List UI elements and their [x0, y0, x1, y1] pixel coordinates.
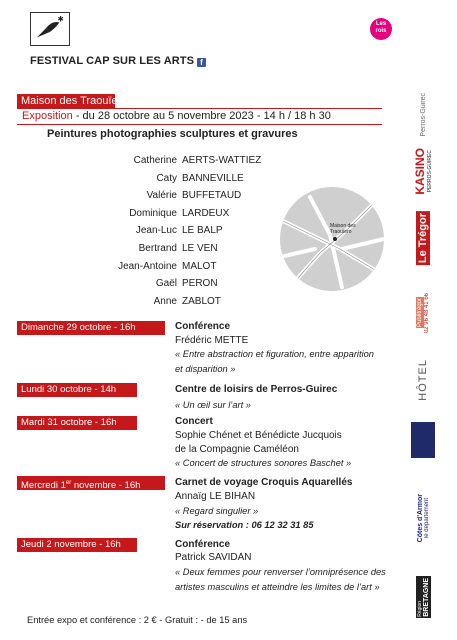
- location-map[interactable]: [280, 187, 384, 291]
- artist-last-name: PERON: [182, 278, 218, 290]
- event-person: Patrick SAVIDAN: [175, 552, 252, 563]
- roi-badge-logo: Les rois: [370, 18, 392, 40]
- event-title: Centre de loisirs de Perros-Guirec: [175, 384, 338, 395]
- map-marker-icon: [333, 237, 337, 241]
- divider-top: [17, 108, 382, 109]
- artist-first-name: Jean-Antoine: [118, 260, 177, 272]
- festival-logo: [30, 12, 70, 46]
- sponsor-column: [403, 0, 443, 640]
- artist-row: [100, 240, 261, 258]
- sponsor-kasino: KASINO PERROS-GUIREC: [413, 147, 433, 195]
- artist-row: [100, 258, 261, 276]
- svg-text:✱: ✱: [57, 14, 64, 24]
- event-title: Conférence: [175, 321, 231, 332]
- sponsor-perros-guirec: Perros-Guirec: [419, 93, 427, 137]
- artist-first-name: Bertrand: [138, 242, 177, 254]
- event-title: Concert: [175, 416, 213, 427]
- event-person: Frédéric METTE: [175, 335, 249, 346]
- artist-row: [100, 293, 261, 311]
- exhibition-dates: [22, 110, 331, 122]
- event-date-bar: Jeudi 2 novembre - 16h: [17, 538, 137, 552]
- artist-first-name: Anne: [153, 295, 177, 307]
- event-person: Sophie Chénet et Bénédicte Jucquois: [175, 430, 342, 441]
- sponsor-publitregor: Publitrégor 02 96 48 41 66: [417, 292, 430, 334]
- artist-first-name: Dominique: [129, 207, 177, 219]
- event-date-bar: Mardi 31 octobre - 16h: [17, 416, 137, 430]
- artist-row: [100, 187, 261, 205]
- event-quote: « Entre abstraction et figuration, entre apparition: [175, 349, 374, 359]
- artist-first-name: Gaël: [155, 278, 177, 290]
- exhibition-date-range: - du 28 octobre au 5 novembre 2023 - 14 h / 18 h 30: [72, 110, 331, 122]
- artist-first-name: Caty: [156, 172, 177, 184]
- event-date-bar: Lundi 30 octobre - 14h: [17, 383, 137, 397]
- artist-first-name: Valérie: [146, 190, 177, 202]
- event-date-bar: Dimanche 29 octobre - 16h: [17, 321, 165, 335]
- event-quote: et disparition »: [175, 364, 236, 374]
- event-quote: « Un œil sur l’art »: [175, 400, 251, 410]
- sponsor-website: [403, 420, 443, 460]
- sponsor-region-bretagne: Région BRETAGNE: [416, 577, 430, 617]
- event-quote: artistes masculins et atteindre les limites de l’art »: [175, 582, 380, 592]
- venue-title: Maison des Traouïero: [21, 95, 128, 107]
- artist-last-name: BUFFETAUD: [182, 190, 242, 202]
- event-title: Conférence: [175, 539, 231, 550]
- map-label-line2: Traouïero: [330, 229, 352, 235]
- brush-star-logo-icon: [31, 13, 69, 45]
- artist-row: [100, 152, 261, 170]
- event-quote: « Deux femmes pour renverser l’omniprésence des: [175, 567, 386, 577]
- artist-row: [100, 275, 261, 293]
- festival-title: FESTIVAL CAP SUR LES ARTS f: [30, 55, 206, 67]
- exhibition-label: Exposition: [22, 110, 73, 122]
- artist-row: [100, 222, 261, 240]
- exhibition-subtitle: Peintures photographies sculptures et gravures: [47, 128, 298, 140]
- sponsor-cotes-darmor: Côtes d'Armor le département: [416, 493, 430, 543]
- divider-bottom: [17, 124, 382, 125]
- artist-row: [100, 170, 261, 188]
- event-person: Annaïg LE BIHAN: [175, 491, 256, 502]
- artist-last-name: ZABLOT: [182, 295, 221, 307]
- sponsor-le-tregor: Le Trégor: [417, 212, 429, 264]
- event-person: de la Compagnie Caméléon: [175, 444, 299, 455]
- sponsor-hotel: HÔTEL: [417, 359, 429, 401]
- price-info: Entrée expo et conférence : 2 € - Gratuit : - de 15 ans: [27, 615, 248, 625]
- artist-row: [100, 205, 261, 223]
- artist-last-name: LARDEUX: [182, 207, 230, 219]
- artist-first-name: Jean-Luc: [135, 225, 177, 237]
- artist-last-name: MALOT: [182, 260, 217, 272]
- event-quote: « Concert de structures sonores Baschet »: [175, 458, 352, 468]
- event-title: Carnet de voyage Croquis Aquarellés: [175, 477, 353, 488]
- facebook-icon[interactable]: f: [197, 58, 206, 67]
- artist-last-name: LE BALP: [182, 225, 223, 237]
- artist-last-name: LE VEN: [182, 242, 218, 254]
- reservation-phone[interactable]: Sur réservation : 06 12 32 31 85: [175, 520, 314, 530]
- event-date-bar: Mercredi 1er novembre - 16h: [17, 476, 165, 490]
- artist-last-name: AERTS-WATTIEZ: [182, 155, 262, 166]
- artist-last-name: BANNEVILLE: [182, 172, 244, 184]
- artist-first-name: Catherine: [133, 155, 177, 166]
- map-label-line1: Maison des: [330, 223, 356, 229]
- artist-list: [100, 152, 261, 310]
- event-quote: « Regard singulier »: [175, 506, 259, 516]
